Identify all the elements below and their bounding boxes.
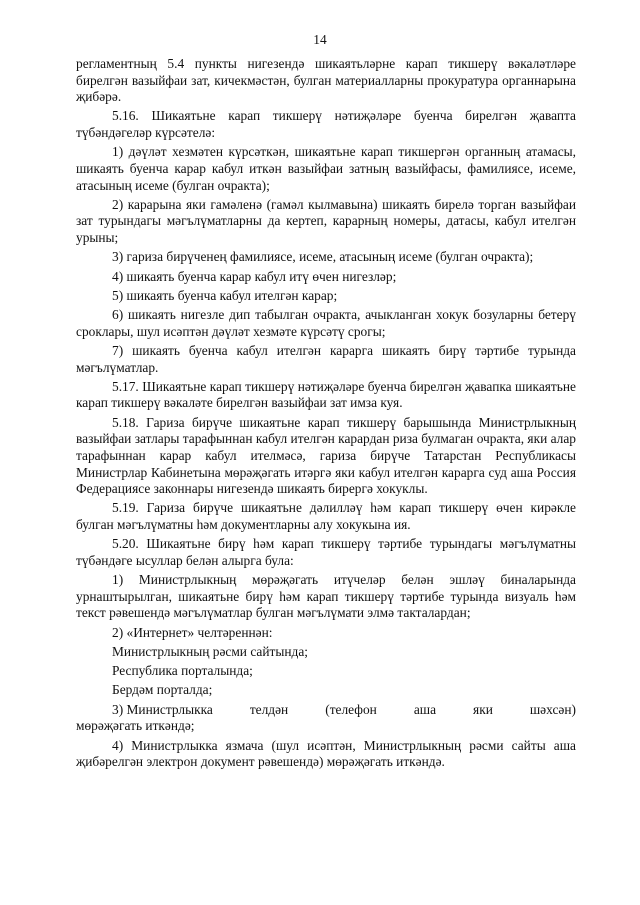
list-item: 6) шикаять нигезле дип табылган очракта, ачыкланган хокук бозуларны бетерү сроклары, шул исәптән дәүләт хезмәте күрсәтү срогы; [76,307,576,339]
list-item-tail: мөрәҗәгать иткәндә; [76,718,195,734]
word: телдән [249,701,289,717]
word: аша [413,701,437,717]
word: (телефон [325,701,377,717]
list-item: 3) гариза бирүченең фамилиясе, исеме, атасының исеме (булган очракта); [112,249,534,265]
paragraph: 5.18. Гариза бирүче шикаятьне карап тикшерү барышында Министрлыкның вазыйфаи затлары тарафыннан кабул ителгән карардан риза булмаган очракта, яки алар тарафыннан карар кабул ителмәсә, гариза бирүче Татарстан Республикасы Министрлар Кабинетына мөрәҗәгать итәргә яки кабул ителгән карарга суд аша Россия Федерациясе законнары нигезендә шикаять бирергә хокуклы. [76,414,576,497]
list-item: 7) шикаять буенча кабул ителгән карарга шикаять бирү тәртибе турында мәгълүматлар. [76,343,576,375]
word: шәхсән) [529,701,576,717]
paragraph: 5.17. Шикаятьне карап тикшерү нәтиҗәләре буенча бирелгән җавапка шикаятьне карап тикшерү вәкаләте бирелгән вазыйфаи зат имза куя. [76,378,576,411]
list-item-spread-line [76,702,576,719]
list-item: 1) Министрлыкның мөрәҗәгать итүчеләр белән эшләү биналарында урнаштырылган, шикаятьне бирү һәм карап тикшерү тәртибе турында визуаль һәм текст рәвешендә мәгълүматлар булган мәгълүмати элмә такталардан; [76,572,576,621]
sub-item: Министрлыкның рәсми сайтында; [112,643,309,659]
list-item: 4) Министрлыкка язмача (шул исәптән, Министрлыкның рәсми сайты аша җибәрелгән электрон документ рәвешендә) мөрәҗәгать иткәндә. [76,737,576,770]
list-item: 4) шикаять буенча карар кабул итү өчен нигезләр; [112,268,397,284]
paragraph: 5.16. Шикаятьне карап тикшерү нәтиҗәләре буенча бирелгән җавапта түбәндәгеләр күрсәтелә: [76,108,576,141]
word: 3) Министрлыкка [112,701,213,717]
paragraph: 5.19. Гариза бирүче шикаятьне дәлилләү һәм карап тикшерү өчен кирәкле булган мәгълүматны һәм документларны алу хокукына ия. [76,500,576,532]
paragraph: 5.20. Шикаятьне бирү һәм карап тикшерү тәртибе турындагы мәгълүматны түбәндәге ысуллар белән алырга була: [76,536,576,568]
document-body [76,56,576,774]
list-item: 2) «Интернет» челтәреннән: [112,624,273,640]
word: яки [473,701,493,717]
sub-item: Республика порталында; [112,663,253,679]
sub-item: Бердәм порталда; [112,682,213,698]
page-number: 14 [313,32,327,47]
list-item: 1) дәүләт хезмәтен күрсәткән, шикаятьне карап тикшергән органның атамасы, шикаять буенча карар кабул иткән вазыйфаи затның вазыйфасы, фамилиясе, исеме, атасының исеме (булган очракта); [76,144,576,193]
paragraph: регламентның 5.4 пункты нигезендә шикаятьләрне карап тикшерү вәкаләтләре бирелгән вазыйфаи зат, кичекмәстән, булган материалларны прокуратура органнарына җибәрә. [76,56,576,105]
list-item: 2) карарына яки гамәленә (гамәл кылмавына) шикаять бирелә торган вазыйфаи зат турындагы мәгълүматларны да кертеп, карарның номеры, датасы, кабул ителгән урыны; [76,196,576,245]
list-item: 5) шикаять буенча кабул ителгән карар; [112,287,338,303]
